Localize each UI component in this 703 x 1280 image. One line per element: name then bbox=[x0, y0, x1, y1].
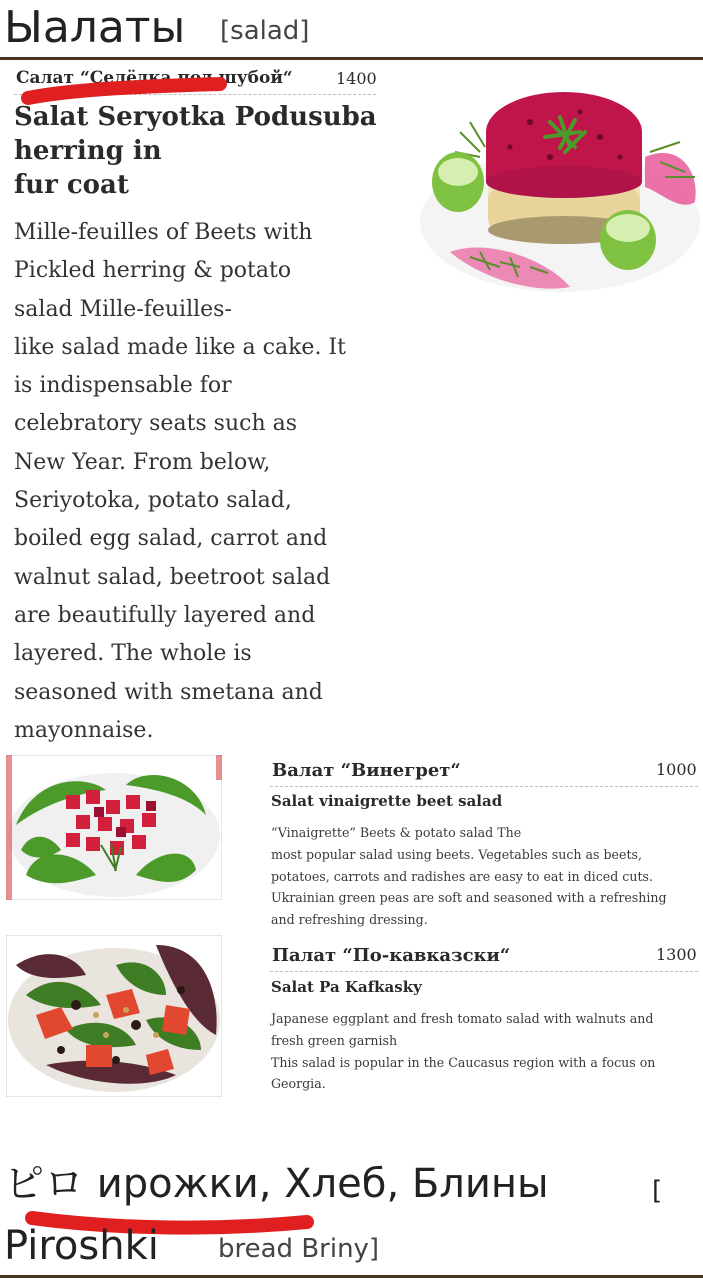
desc-line: like salad made like a cake. It bbox=[14, 334, 346, 360]
section-divider bbox=[0, 57, 703, 60]
dish1-description bbox=[14, 214, 394, 750]
dish1-name-en-line: herring in bbox=[14, 136, 162, 166]
section-tag-salad: [salad] bbox=[220, 16, 310, 46]
desc-line: Mille-feuilles of Beets with bbox=[14, 220, 313, 245]
dish2-header bbox=[270, 760, 698, 787]
dish3-photo bbox=[6, 935, 222, 1097]
desc-line: potatoes, carrots and radishes are easy to eat in diced cuts. bbox=[271, 868, 653, 884]
dish1-photo bbox=[410, 62, 703, 302]
dish3-price: 1300 bbox=[656, 945, 697, 964]
dish3-header bbox=[270, 945, 698, 972]
desc-line: seasoned with smetana and bbox=[14, 679, 323, 705]
dish2-description bbox=[271, 822, 701, 931]
dish1-price: 1400 bbox=[336, 69, 377, 88]
dish3-name-en: Salat Pa Kafkasky bbox=[271, 978, 422, 996]
section-bracket-open: [ bbox=[652, 1176, 663, 1206]
dish1-name-en-line: fur coat bbox=[14, 170, 129, 200]
desc-line: “Vinaigrette” Beets & potato salad The bbox=[271, 825, 522, 840]
dish2-name-ru: Валат “Винегрет“ bbox=[272, 760, 461, 781]
section-subtitle-piroshki: Piroshki bbox=[4, 1223, 159, 1269]
dish1-name-ru: Салат “Селёдка под шубой“ bbox=[16, 68, 293, 88]
desc-line: celebratory seats such as bbox=[14, 411, 298, 437]
desc-line: mayonnaise. bbox=[14, 717, 154, 743]
desc-line: are beautifully layered and bbox=[14, 602, 316, 628]
desc-line: Seriyotoka, potato salad, bbox=[14, 488, 292, 514]
desc-line: boiled egg salad, carrot and bbox=[14, 526, 328, 552]
dish2-price: 1000 bbox=[656, 760, 697, 779]
desc-line: is indispensable for bbox=[14, 373, 232, 399]
desc-line: layered. The whole is bbox=[14, 641, 252, 667]
section-divider bbox=[0, 1275, 703, 1278]
dish1-name-en-line: Salat Seryotka Podusuba bbox=[14, 102, 377, 132]
desc-line: and refreshing dressing. bbox=[271, 912, 428, 928]
desc-line: Georgia. bbox=[271, 1076, 326, 1092]
dish2-photo bbox=[6, 755, 222, 900]
desc-line: This salad is popular in the Caucasus region with a focus on bbox=[271, 1054, 656, 1070]
section-title-bakery: ピロ ирожки, Хлеб, Блины bbox=[4, 1161, 549, 1207]
desc-line: Japanese eggplant and fresh tomato salad with walnuts and bbox=[271, 1011, 654, 1026]
desc-line: Pickled herring & potato bbox=[14, 258, 292, 284]
dish1-name-en bbox=[14, 100, 384, 202]
desc-line: most popular salad using beets. Vegetables such as beets, bbox=[271, 846, 642, 862]
desc-line: salad Mille-feuilles- bbox=[14, 296, 232, 322]
desc-line: Ukrainian green peas are soft and seasoned with a refreshing bbox=[271, 890, 667, 906]
desc-line: fresh green garnish bbox=[271, 1032, 398, 1048]
dish3-name-ru: Палат “По-кавказски“ bbox=[272, 945, 511, 966]
section-title-salad: Ыалаты bbox=[4, 2, 186, 53]
dish2-name-en: Salat vinaigrette beet salad bbox=[271, 792, 503, 810]
section-subtitle-rest: bread Briny] bbox=[218, 1234, 380, 1264]
desc-line: New Year. From below, bbox=[14, 449, 271, 475]
dish3-description bbox=[271, 1008, 701, 1095]
desc-line: walnut salad, beetroot salad bbox=[14, 564, 331, 590]
